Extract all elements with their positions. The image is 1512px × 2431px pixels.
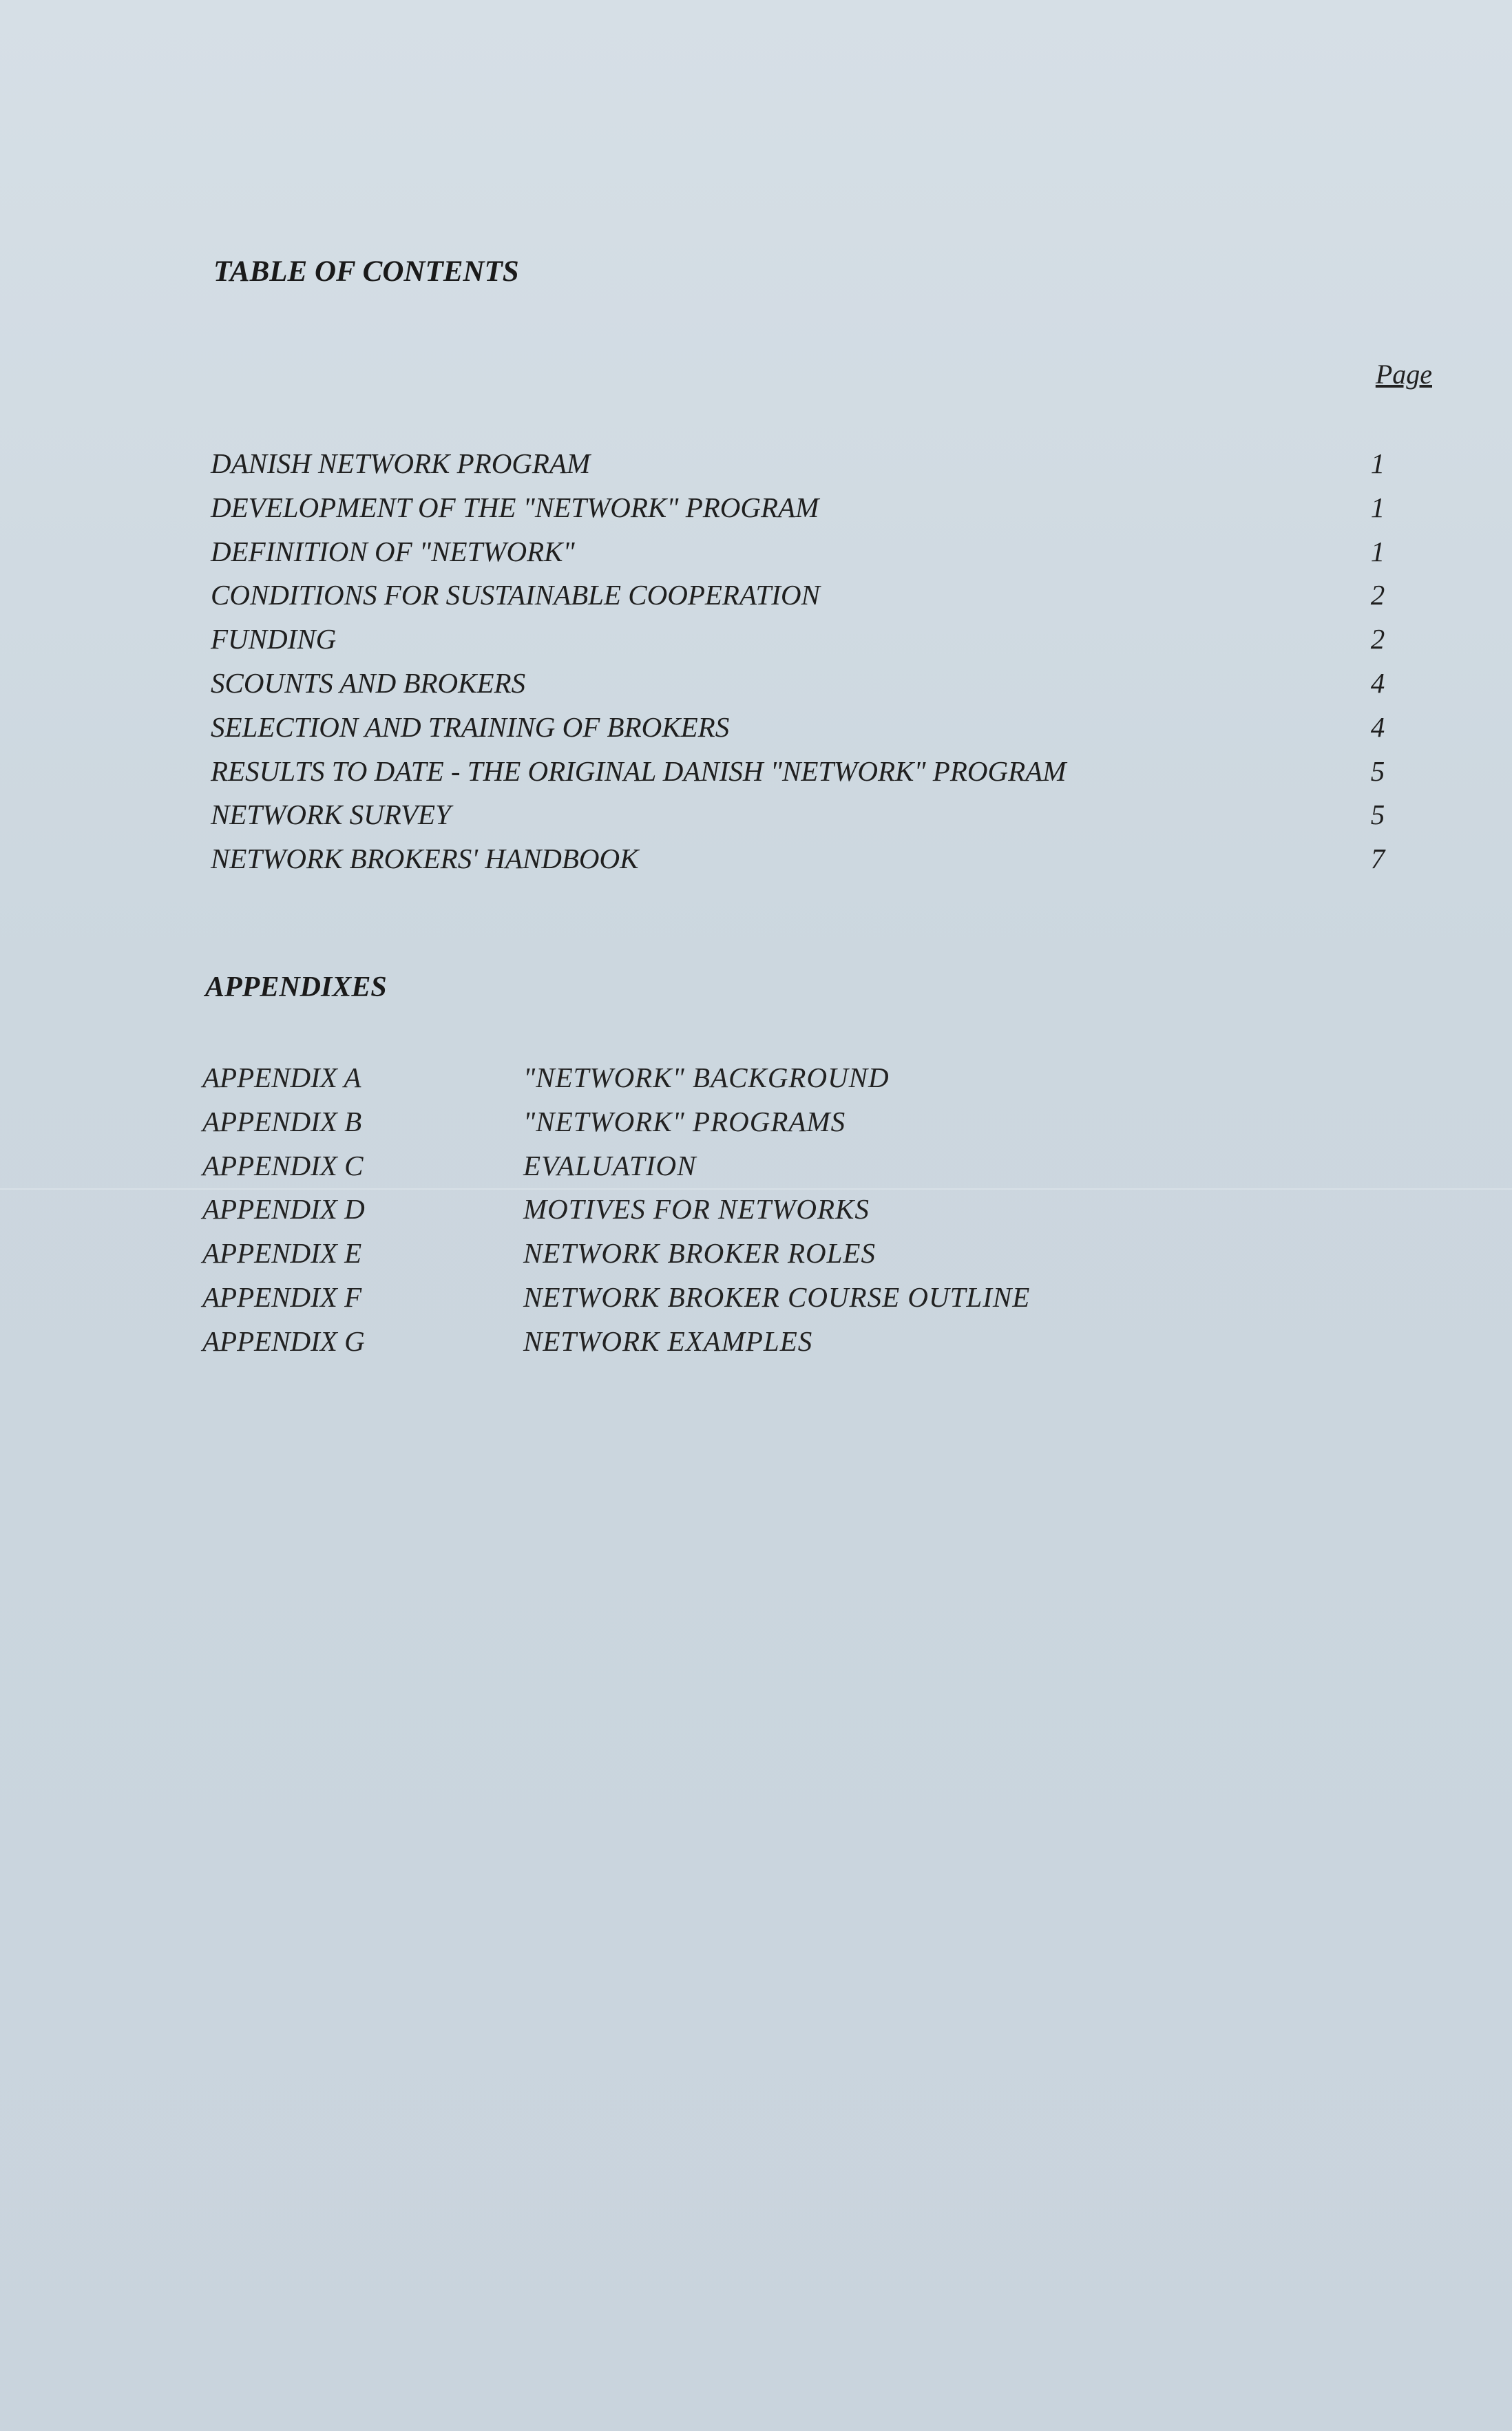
toc-entry-page: 1 [1370, 535, 1385, 567]
toc-entry-title: NETWORK SURVEY [211, 799, 451, 831]
appendix-title: EVALUATION [523, 1149, 697, 1181]
toc-entry [211, 622, 1388, 666]
toc-entry [211, 841, 1388, 885]
appendix-label: APPENDIX D [202, 1193, 365, 1225]
appendix-title: NETWORK BROKER COURSE OUTLINE [523, 1281, 1031, 1313]
toc-entry-title: DEVELOPMENT OF THE "NETWORK" PROGRAM [211, 491, 819, 523]
appendix-title: NETWORK BROKER ROLES [523, 1237, 876, 1270]
appendix-entry [202, 1104, 1166, 1148]
appendix-label: APPENDIX E [202, 1237, 362, 1270]
appendix-label: APPENDIX B [202, 1105, 362, 1137]
toc-entry-page: 5 [1370, 799, 1385, 831]
appendix-label: APPENDIX G [202, 1325, 365, 1357]
appendixes-heading: APPENDIXES [205, 971, 387, 1003]
toc-entry-title: NETWORK BROKERS' HANDBOOK [211, 843, 639, 875]
toc-entry-title: DANISH NETWORK PROGRAM [211, 448, 591, 479]
toc-entry [211, 490, 1388, 534]
appendix-entry [202, 1192, 1166, 1236]
toc-entry-page: 5 [1370, 755, 1385, 787]
appendix-title: MOTIVES FOR NETWORKS [523, 1193, 870, 1225]
page-column-label: Page [1375, 359, 1432, 390]
appendix-label: APPENDIX A [202, 1062, 361, 1093]
toc-entry [211, 710, 1388, 754]
toc-entry-page: 1 [1370, 491, 1385, 523]
appendix-entry [202, 1324, 1166, 1368]
toc-entry-page: 4 [1370, 711, 1385, 743]
toc-entry [211, 797, 1388, 841]
toc-entry-page: 2 [1370, 579, 1385, 611]
appendix-label: APPENDIX F [202, 1281, 362, 1313]
toc-entry [211, 534, 1388, 578]
toc-entry [211, 446, 1388, 490]
appendix-entry [202, 1236, 1166, 1280]
toc-entry [211, 666, 1388, 710]
appendix-list [202, 1060, 1166, 1368]
toc-entry-title: CONDITIONS FOR SUSTAINABLE COOPERATION [211, 579, 820, 611]
appendix-title: "NETWORK" BACKGROUND [523, 1062, 890, 1093]
toc-entry-page: 1 [1370, 448, 1385, 479]
appendix-title: "NETWORK" PROGRAMS [523, 1105, 846, 1137]
appendix-label: APPENDIX C [202, 1149, 364, 1181]
appendix-entry [202, 1060, 1166, 1104]
toc-entry [211, 578, 1388, 622]
toc-entry-title: FUNDING [211, 623, 337, 655]
appendix-title: NETWORK EXAMPLES [523, 1325, 813, 1357]
toc-entry-page: 7 [1370, 843, 1385, 875]
appendix-entry [202, 1280, 1166, 1324]
toc-entry-title: DEFINITION OF "NETWORK" [211, 535, 575, 567]
toc-entry-title: SELECTION AND TRAINING OF BROKERS [211, 711, 730, 743]
toc-entry-title: RESULTS TO DATE - THE ORIGINAL DANISH "NETWORK" PROGRAM [211, 755, 1067, 787]
toc-entry-page: 4 [1370, 666, 1385, 699]
toc-heading: TABLE OF CONTENTS [213, 255, 519, 288]
toc-list [211, 446, 1388, 885]
toc-entry-title: SCOUNTS AND BROKERS [211, 666, 526, 699]
toc-entry-page: 2 [1370, 623, 1385, 655]
appendix-entry [202, 1148, 1166, 1192]
toc-entry [211, 754, 1388, 798]
